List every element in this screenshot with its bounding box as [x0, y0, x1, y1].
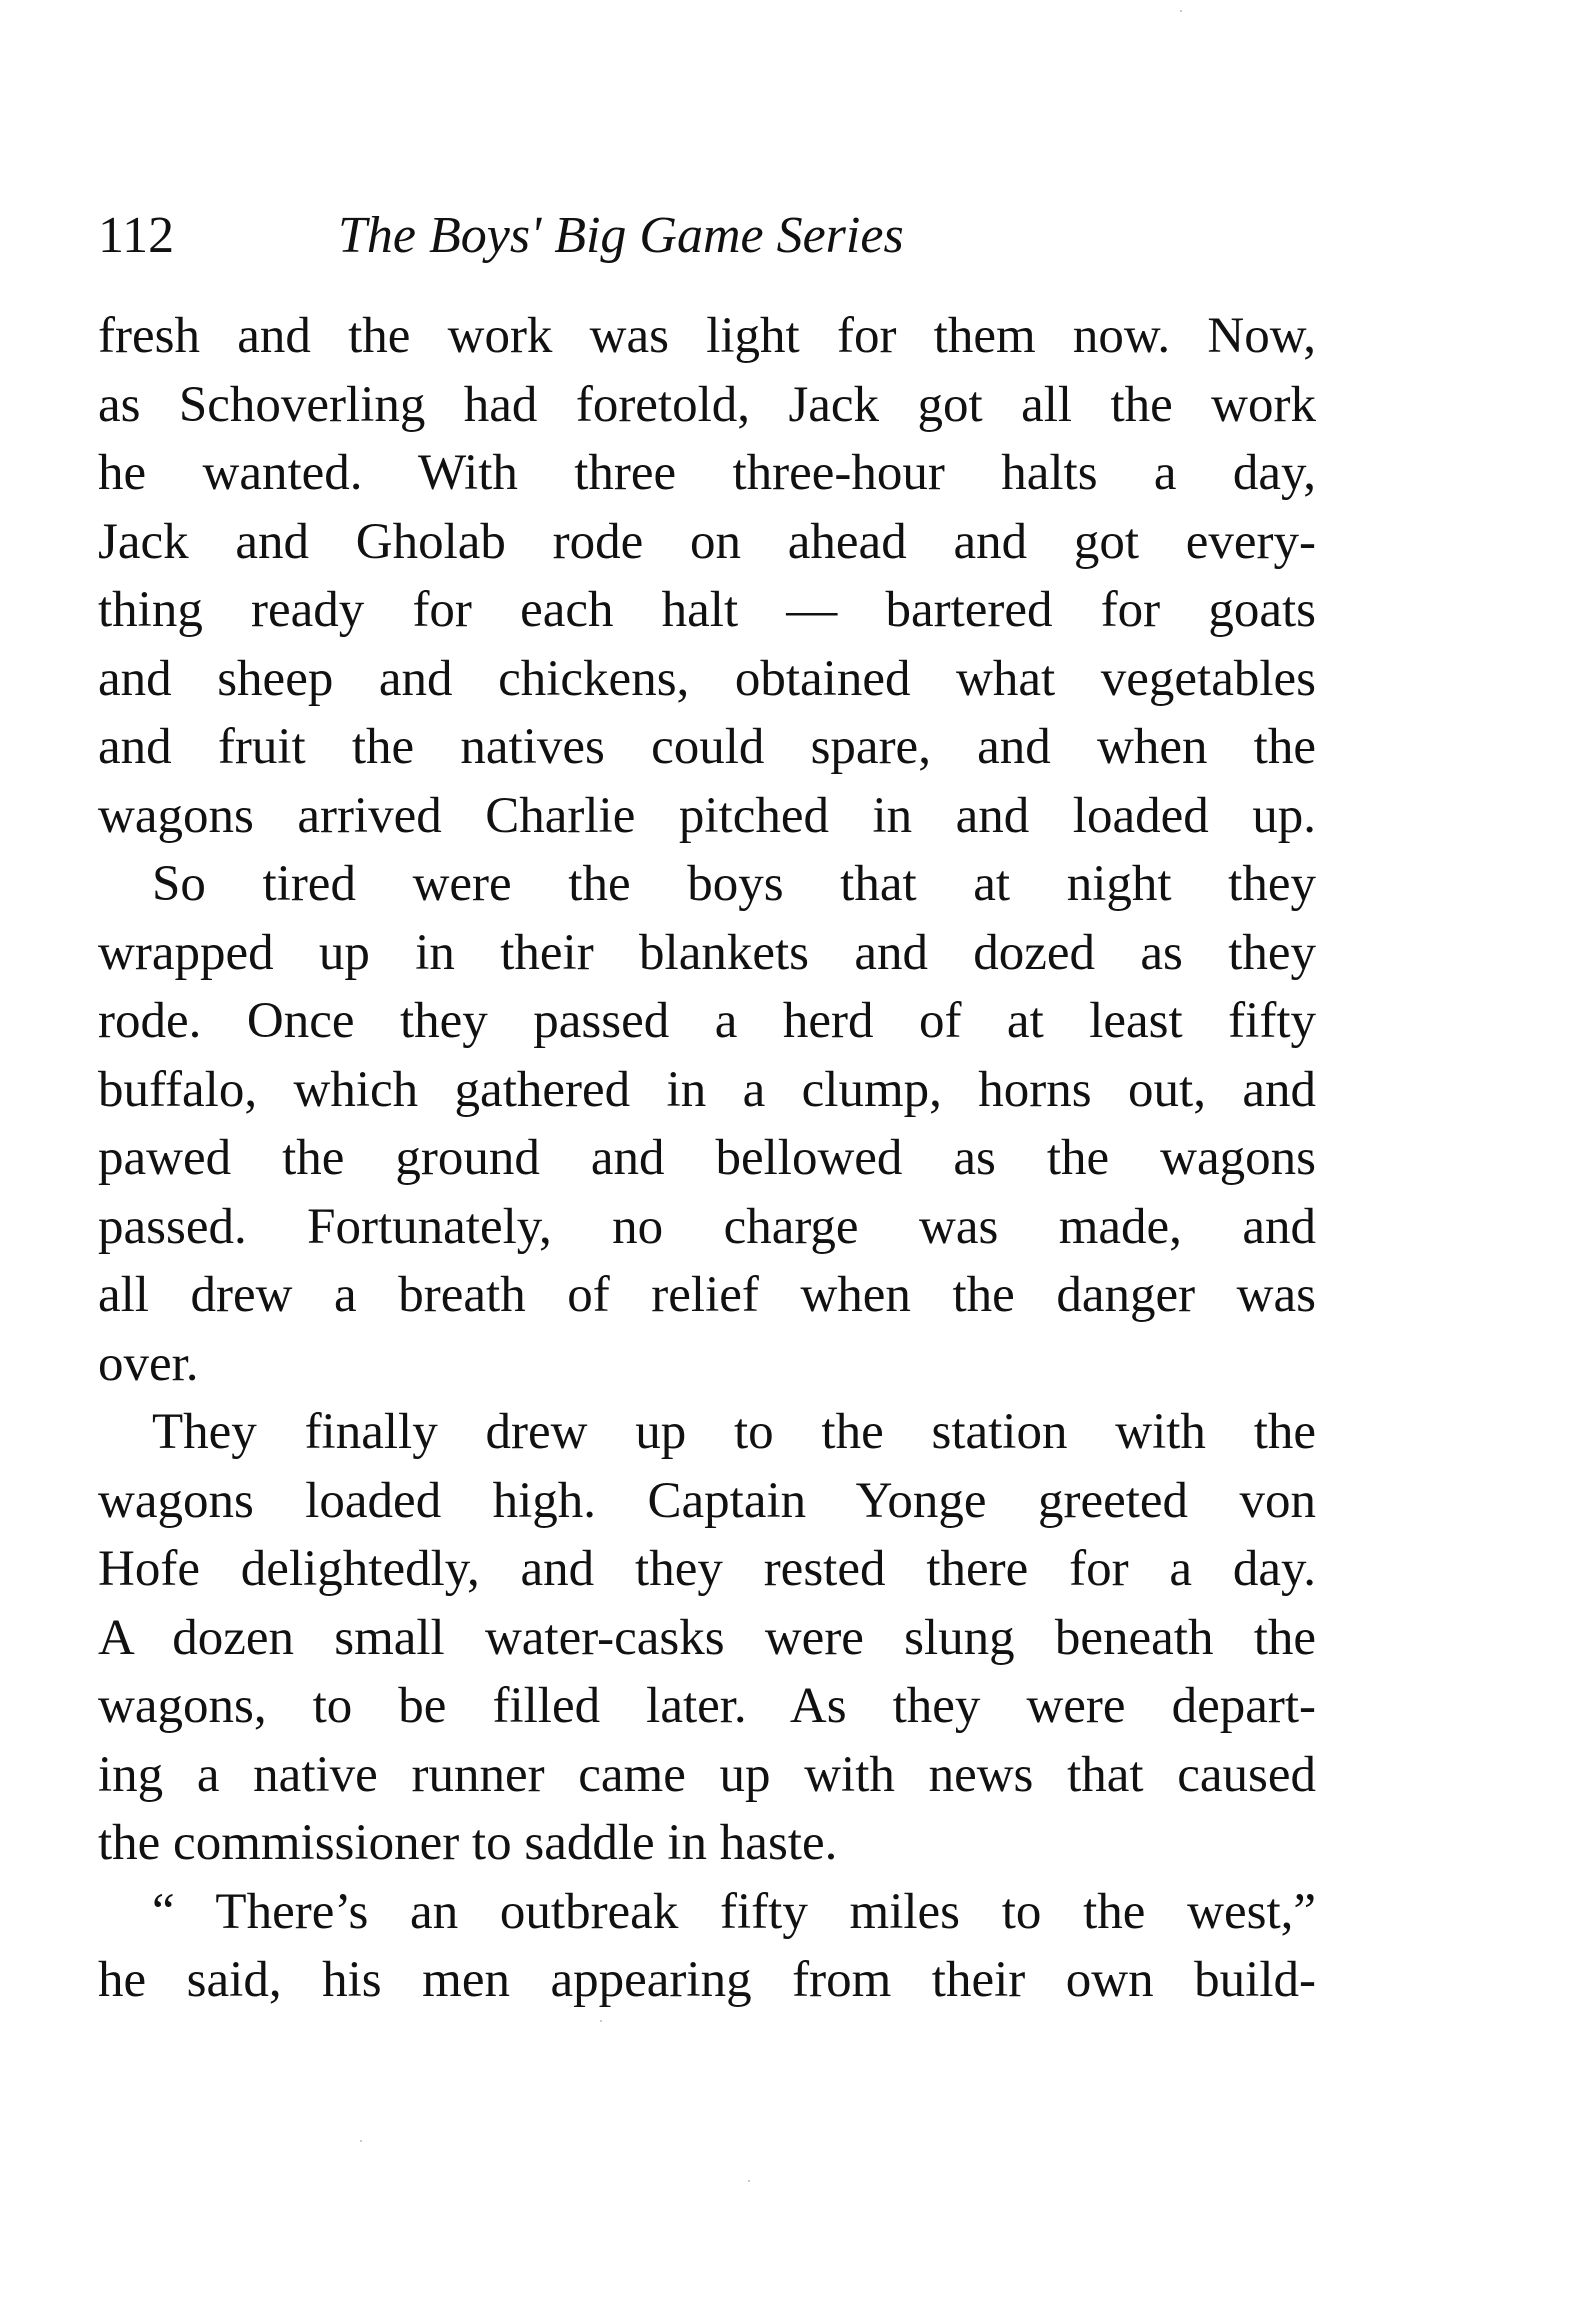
text-line: Hofe delightedly, and they rested there for a day.: [98, 1541, 1316, 1597]
text-line: They finally drew up to the station with the: [152, 1404, 1316, 1460]
scan-speck: [600, 2020, 602, 2022]
text-line: and fruit the natives could spare, and when the: [98, 719, 1316, 775]
running-head: [98, 196, 1078, 276]
text-line: he said, his men appearing from their own build-: [98, 1952, 1316, 2008]
scan-speck: [1180, 10, 1182, 12]
text-line: thing ready for each halt — bartered for goats: [98, 582, 1316, 638]
text-line: buffalo, which gathered in a clump, horns out, and: [98, 1061, 1316, 1118]
text-line: Jack and Gholab rode on ahead and got every-: [98, 513, 1316, 570]
text-line: A dozen small water-casks were slung beneath the: [98, 1609, 1316, 1666]
paragraph-1: [98, 302, 1316, 850]
text-line: wrapped up in their blankets and dozed as they: [98, 924, 1316, 981]
text-line: the commissioner to saddle in haste.: [98, 1815, 838, 1871]
paragraph-3: [98, 1398, 1316, 1878]
body-text: [98, 302, 1316, 2015]
text-line: wagons arrived Charlie pitched in and loaded up.: [98, 787, 1316, 844]
scan-speck: [360, 2140, 362, 2142]
scan-speck: [748, 2180, 750, 2182]
text-line: ing a native runner came up with news that caused: [98, 1746, 1316, 1803]
text-line: as Schoverling had foretold, Jack got all the work: [98, 376, 1316, 433]
text-line: all drew a breath of relief when the danger was: [98, 1267, 1316, 1323]
running-title: The Boys' Big Game Series: [338, 207, 904, 264]
text-line: pawed the ground and bellowed as the wagons: [98, 1130, 1316, 1186]
text-line: So tired were the boys that at night they: [152, 856, 1316, 912]
paragraph-2: [98, 850, 1316, 1398]
paragraph-4: [98, 1878, 1316, 2015]
text-line: he wanted. With three three-hour halts a day,: [98, 445, 1316, 501]
text-line: fresh and the work was light for them now. Now,: [98, 308, 1316, 364]
text-line: “ There’s an outbreak fifty miles to the west,”: [152, 1883, 1316, 1940]
page-number: 112: [98, 207, 175, 264]
text-line: passed. Fortunately, no charge was made, and: [98, 1198, 1316, 1255]
text-line: wagons, to be filled later. As they were depart-: [98, 1678, 1316, 1734]
text-line: wagons loaded high. Captain Yonge greeted von: [98, 1472, 1316, 1529]
text-line: and sheep and chickens, obtained what vegetables: [98, 650, 1316, 707]
text-line: rode. Once they passed a herd of at least fifty: [98, 993, 1316, 1049]
text-line: over.: [98, 1335, 199, 1392]
